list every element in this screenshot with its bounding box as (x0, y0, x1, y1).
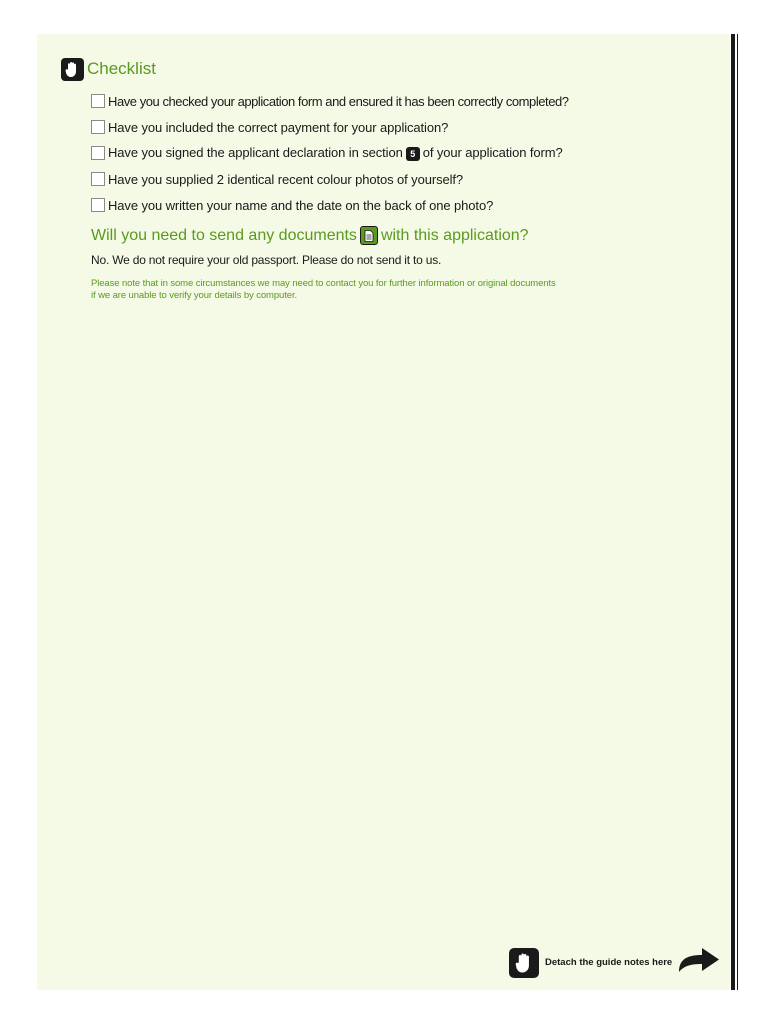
checklist-item-label: Have you written your name and the date on the back of one photo? (108, 197, 494, 213)
documents-answer: No. We do not require your old passport. Please do not send it to us. (91, 253, 442, 267)
documents-heading-after: with this application? (380, 226, 529, 244)
checklist-item-form-completed (91, 88, 569, 114)
documents-heading (91, 226, 529, 245)
arrow-right-icon (678, 947, 720, 978)
detach-edge-thin (737, 34, 738, 990)
checklist-item-label: Have you checked your application form and ensured it has been correctly completed? (108, 93, 569, 109)
checklist-items (91, 88, 569, 218)
checkbox[interactable] (91, 146, 105, 160)
checklist-title: Checklist (87, 59, 156, 78)
detach-label: Detach the guide notes here (545, 957, 673, 968)
checkbox[interactable] (91, 120, 105, 134)
stop-hand-icon (509, 948, 539, 978)
checklist-item-label: Have you supplied 2 identical recent colour photos of yourself? (108, 171, 464, 187)
note-line: Please note that in some circumstances we may need to contact you for further information or original documents (91, 278, 556, 289)
declaration-text-before: Have you signed the applicant declaration in section (108, 145, 403, 161)
checkbox[interactable] (91, 172, 105, 186)
checkbox[interactable] (91, 198, 105, 212)
checklist-item-label: Have you included the correct payment for your application? (108, 119, 449, 135)
note-line: if we are unable to verify your details by computer. (91, 290, 298, 301)
checklist-heading (61, 57, 156, 81)
verification-note (91, 278, 651, 302)
stop-hand-icon (61, 58, 84, 81)
checklist-item-payment (91, 114, 569, 140)
document-icon (360, 226, 378, 245)
checklist-item-label (108, 145, 563, 161)
detach-instruction (509, 947, 720, 978)
section-number-badge: 5 (406, 147, 420, 161)
checklist-item-photo-name-date (91, 192, 569, 218)
documents-heading-before: Will you need to send any documents (91, 226, 357, 244)
declaration-text-after: of your application form? (422, 145, 563, 161)
detach-edge (731, 34, 735, 990)
checklist-item-declaration (91, 140, 569, 166)
checklist-item-photos (91, 166, 569, 192)
checkbox[interactable] (91, 94, 105, 108)
